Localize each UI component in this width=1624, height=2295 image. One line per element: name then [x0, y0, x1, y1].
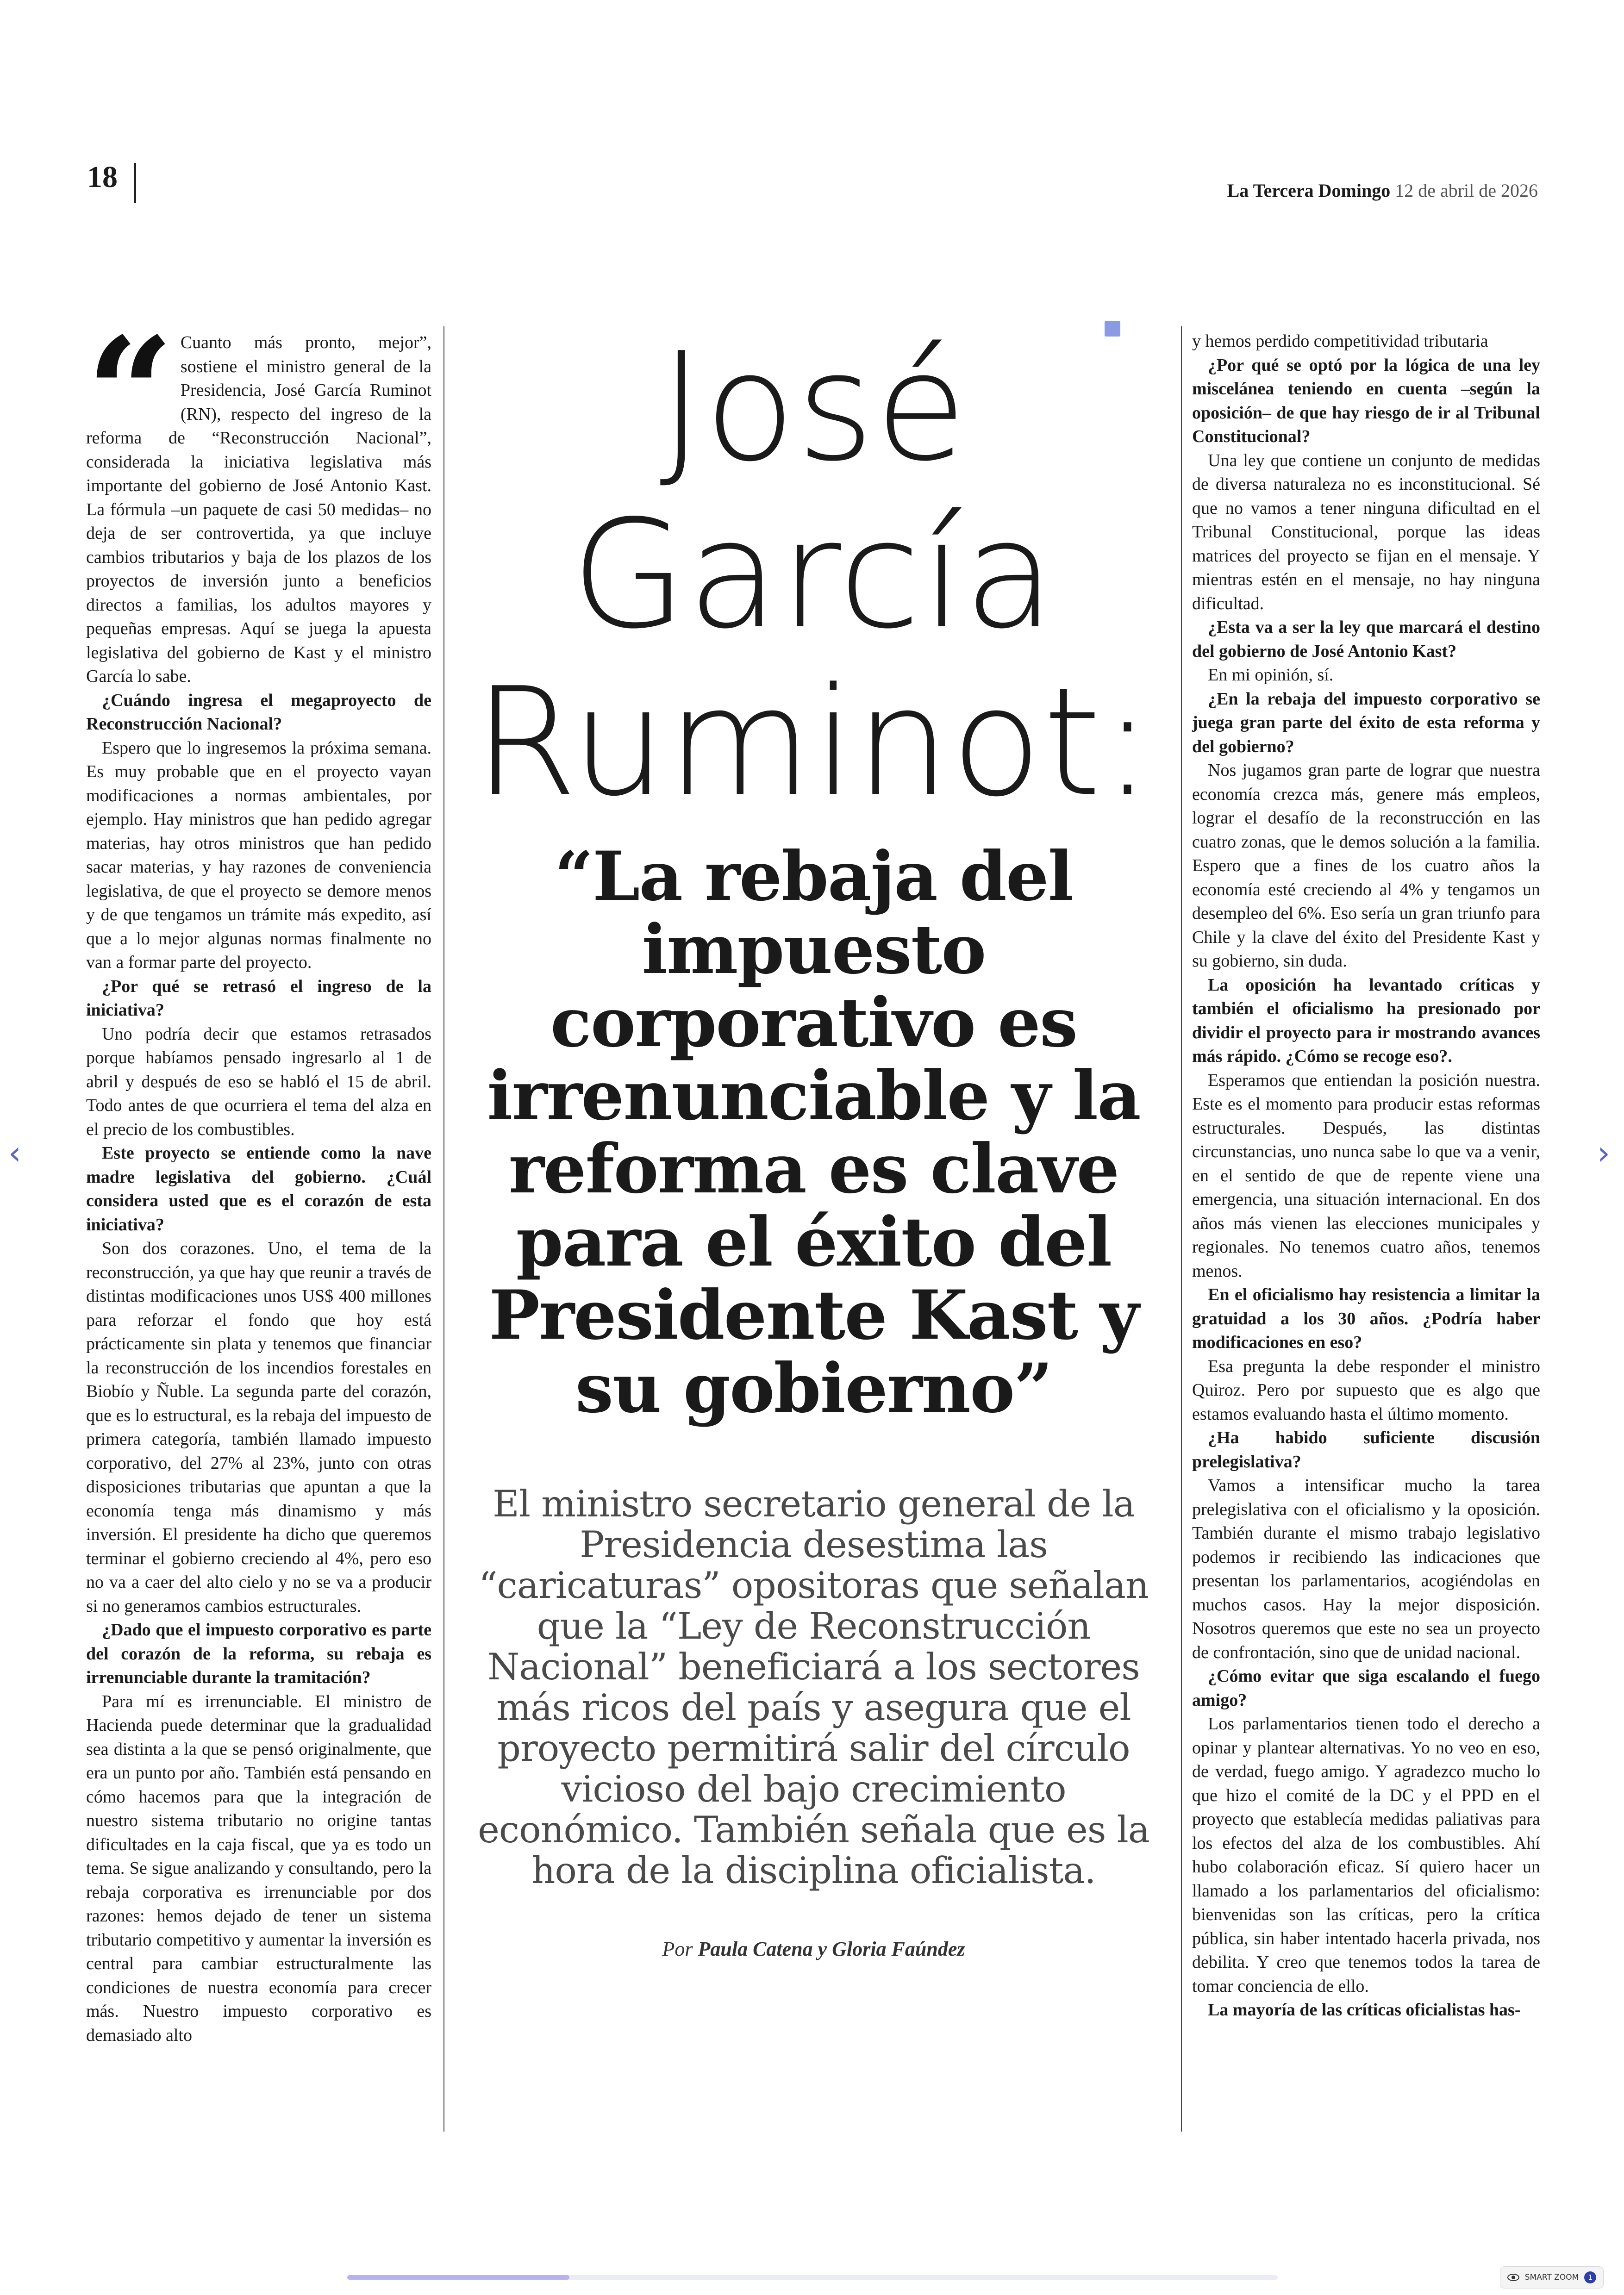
previous-page-chevron-icon[interactable]: ‹ — [8, 1134, 21, 1172]
question: ¿Dado que el impuesto corporativo es parte del corazón de la reforma, su rebaja es irrenunciable durante la tramitación? — [86, 1620, 431, 1687]
answer: Esperamos que entiendan la posición nuestra. Este es el momento para producir estas reformas estructurales. Después, las distintas circunstancias, uno nunca sabe lo que va a venir, en el sentido de que de repente viene una emergencia, una situación internacional. En dos años más vienen las elecciones municipales y regionales. No tenemos cuatro años, tenemos menos. — [1192, 1070, 1540, 1281]
answer: Vamos a intensificar mucho la tarea prelegislativa con el oficialismo y la oposición. También durante el mismo trabajo legislativo podemos ir recibiendo las indicaciones que presentan los parlamentarios, acogiéndolas en muchos casos. Hay la mejor disposición. Nosotros queremos que este no sea un proyecto de confrontación, sino que de unidad nacional. — [1192, 1476, 1540, 1662]
page-number: 18 — [87, 160, 118, 194]
question: ¿Esta va a ser la ley que marcará el destino del gobierno de José Antonio Kast? — [1192, 617, 1540, 661]
title-line: Ruminot: — [474, 655, 1154, 829]
answer: En mi opinión, sí. — [1208, 665, 1334, 685]
answer: Para mí es irrenunciable. El ministro de Hacienda puede determinar que la gradualidad sea distinta a la que se pensó originalmente, que era un punto por año. También está pensando en cómo hacemos para que la integración de nuestro sistema tributario no origine tantas dificultades en la caja fiscal, que ya es todo un tema. Se sigue analizando y consultando, pero la rebaja corporativa es irrenunciable por dos razones: hemos dejado de tener un sistema tributario competitivo y aumentar la inversión es central para cambiar estructuralmente las condiciones de nuestra economía para crecer más. Nuestro impuesto corporativo es demasiado alto — [86, 1691, 431, 2045]
answer: Esa pregunta la debe responder el ministro Quiroz. Pero por supuesto que es algo que estamos evaluando hasta el último momento. — [1192, 1356, 1540, 1424]
column-divider — [1181, 326, 1182, 2132]
question: ¿Cómo evitar que siga escalando el fuego amigo? — [1192, 1666, 1540, 1710]
next-page-chevron-icon[interactable]: › — [1597, 1134, 1610, 1172]
column-divider — [443, 326, 444, 2132]
headline-quote: “La rebaja del impuesto corporativo es irrenunciable y la reforma es clave para el éxito del Presidente Kast y su gobierno” — [487, 837, 1140, 1428]
question: La mayoría de las críticas oficialistas has- — [1208, 2000, 1521, 2020]
answer: y hemos perdido competitividad tributaria — [1192, 331, 1488, 351]
answer: Una ley que contiene un conjunto de medidas de diversa naturaleza no es inconstitucional. Sé que no vamos a tener ninguna dificultad en el Tribunal Constitucional, porque las ideas matrices del proyecto se fijan en el mensaje. Y mientras estén en el mensaje, no hay ninguna dificultad. — [1192, 450, 1540, 613]
title-line: José — [659, 320, 968, 494]
question: ¿Ha habido suficiente discusión prelegislativa? — [1192, 1428, 1540, 1472]
lead-text: Cuanto más pronto, mejor”, sostiene el ministro general de la Presidencia, José García Ruminot (RN), respecto del ingreso de la reforma de “Reconstrucción Nacional”, considerada la iniciativa legislativa más importante del gobierno de José Antonio Kast. La fórmula –un paquete de casi 50 medidas– no deja de ser controvertida, ya que incluye cambios tributarios y baja de los plazos de los proyectos de inversión junto a beneficios directos a familias, los adultos mayores y pequeñas empresas. Aquí se juega la apuesta legislativa del gobierno de Kast y el ministro García lo sabe. — [86, 333, 431, 686]
header-divider — [134, 163, 136, 203]
question: ¿Por qué se retrasó el ingreso de la iniciativa? — [86, 976, 431, 1020]
smart-zoom-label: SMART ZOOM — [1524, 2273, 1579, 2282]
question: En el oficialismo hay resistencia a limitar la gratuidad a los 30 años. ¿Podría haber modificaciones en eso? — [1192, 1285, 1540, 1352]
question: La oposición ha levantado críticas y también el oficialismo ha presionado por dividir el proyecto para ir mostrando avances más rápido. ¿Cómo se recoge eso?. — [1192, 975, 1540, 1066]
lead-paragraph — [86, 304, 431, 689]
question: ¿Por qué se optó por la lógica de una ley miscelánea teniendo en cuenta –según la oposición– de que hay riesgo de ir al Tribunal Constitucional? — [1192, 355, 1540, 446]
publication-name: La Tercera Domingo — [1227, 180, 1391, 201]
page-scrollbar-thumb[interactable] — [347, 2275, 569, 2280]
right-column — [1192, 330, 1540, 2022]
question: ¿Cuándo ingresa el megaproyecto de Reconstrucción Nacional? — [86, 690, 431, 734]
quote-mark-icon: “ — [86, 304, 174, 483]
eye-icon — [1507, 2274, 1519, 2281]
deck: El ministro secretario general de la Presidencia desestima las “caricaturas” opositoras que señalan que la “Ley de Reconstrucción Nacional” beneficiará a los sectores más ricos del país y asegura que el proyecto permitirá salir del círculo vicioso del bajo crecimiento económico. También señala que es la hora de la disciplina oficialista. — [478, 1483, 1149, 1892]
page-scrollbar[interactable] — [347, 2275, 1278, 2280]
byline-authors: Paula Catena y Gloria Faúndez — [698, 1938, 965, 1960]
byline — [463, 1937, 1164, 1961]
question: ¿En la rebaja del impuesto corporativo se juega gran parte del éxito de esta reforma y del gobierno? — [1192, 689, 1540, 756]
answer: Son dos corazones. Uno, el tema de la reconstrucción, ya que hay que reunir a través de distintas modificaciones unos US$ 400 millones para reforzar el fondo que hoy está prácticamente sin plata y tenemos que financiar la reconstrucción de los incendios forestales en Biobío y Ñuble. La segunda parte del corazón, que es lo estructural, es la rebaja del impuesto de primera categoría, también llamado impuesto corporativo, del 27% al 23%, junto con otras disposiciones tributarias que apuntan a que la economía tenga más dinamismo y más inversión. El presidente ha dicho que queremos terminar el gobierno creciendo al 4%, pero eso no va a caer del alto cielo y no se va a producir si no generamos cambios estructurales. — [86, 1239, 431, 1616]
masthead — [1227, 180, 1538, 201]
answer: Espero que lo ingresemos la próxima semana. Es muy probable que en el proyecto vayan modificaciones a normas ambientales, por ejemplo. Hay ministros que han pedido agregar materias, hay otros ministros que han pedido sacar materias, y hay razones de conveniencia legislativa, de que el proyecto se demore menos y de que tengamos un trámite más expedito, así que a lo mejor algunas normas finalmente no van a formar parte del proyecto. — [86, 738, 431, 972]
title-line: García — [571, 488, 1056, 661]
answer: Los parlamentarios tienen todo el derecho a opinar y plantear alternativas. Yo no veo en eso, de verdad, fuego amigo. Y agradezco mucho lo que hizo el comité de la DC y el PPD en el proyecto que establecía medidas paliativas para los efectos del alza de los combustibles. Ahí hubo colaboración eficaz. Sí quiero hacer un llamado a los parlamentarios del oficialismo: bienvenidas son las críticas, pero la crítica pública, sin haber intentado hacerla privada, nos debilita. Y creo que tenemos todos la tarea de tomar conciencia de ello. — [1192, 1714, 1540, 1996]
byline-prefix: Por — [662, 1938, 693, 1960]
smart-zoom-button[interactable] — [1500, 2266, 1604, 2289]
publication-date: 12 de abril de 2026 — [1395, 180, 1538, 201]
answer: Uno podría decir que estamos retrasados porque habíamos pensado ingresarlo al 1 de abril y después de eso se habló el 15 de abril. Todo antes de que ocurriera el tema del alza en el precio de los combustibles. — [86, 1024, 431, 1139]
smart-zoom-count-badge: 1 — [1584, 2271, 1596, 2283]
left-column — [86, 304, 431, 2047]
answer: Nos jugamos gran parte de lograr que nuestra economía crezca más, genere más empleos, lograr el desafío de la reconstrucción en las cuatro zonas, que le demos solución a la familia. Espero que a fines de los cuatro años la economía esté creciendo al 4% y tengamos un desempleo del 6%. Eso sería un gran triunfo para Chile y la clave del éxito del Presidente Kast y su gobierno, sin duda. — [1192, 761, 1540, 971]
question: Este proyecto se entiende como la nave madre legislativa del gobierno. ¿Cuál considera usted que es el corazón de esta iniciativa? — [86, 1143, 431, 1235]
